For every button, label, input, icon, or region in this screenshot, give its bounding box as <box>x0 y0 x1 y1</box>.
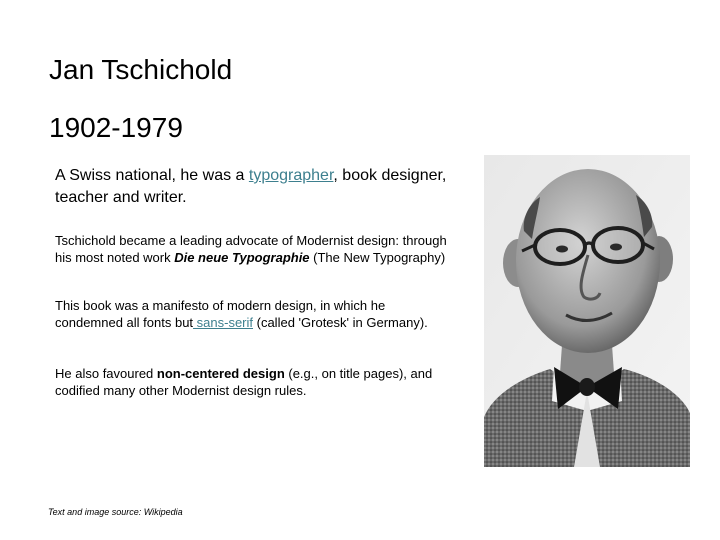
intro-text-after: , book designer, teacher and writer. <box>55 167 447 206</box>
intro-text-before: A Swiss national, he was a <box>55 167 249 184</box>
design-rules-paragraph <box>55 365 455 399</box>
manifesto-paragraph <box>55 297 455 331</box>
sans-serif-link[interactable]: sans-serif <box>193 315 254 330</box>
advocate-paragraph <box>55 232 455 266</box>
non-centered-design-bold: non-centered design <box>156 366 285 381</box>
manifesto-text-after: (called 'Grotesk' in Germany). <box>253 315 428 330</box>
manifesto-text-before: This book was a manifesto of modern design, in which he condemned all fonts but <box>55 298 386 330</box>
book-title: Die neue Typographie <box>174 250 310 265</box>
slide-title: Jan Tschichold <box>49 54 233 85</box>
typographer-link[interactable]: typographer <box>248 167 334 184</box>
slide-subtitle: 1902-1979 <box>49 112 183 143</box>
source-caption: Text and image source: Wikipedia <box>48 507 183 517</box>
design-text-before: He also favoured <box>55 366 157 381</box>
intro-paragraph <box>55 165 455 209</box>
portrait-photo <box>484 155 690 467</box>
design-text-after: (e.g., on title pages), and codified many other Modernist design rules. <box>55 366 433 398</box>
advocate-text-before: Tschichold became a leading advocate of Modernist design: through his most noted work <box>55 233 447 265</box>
advocate-text-after: (The New Typography) <box>309 250 446 265</box>
